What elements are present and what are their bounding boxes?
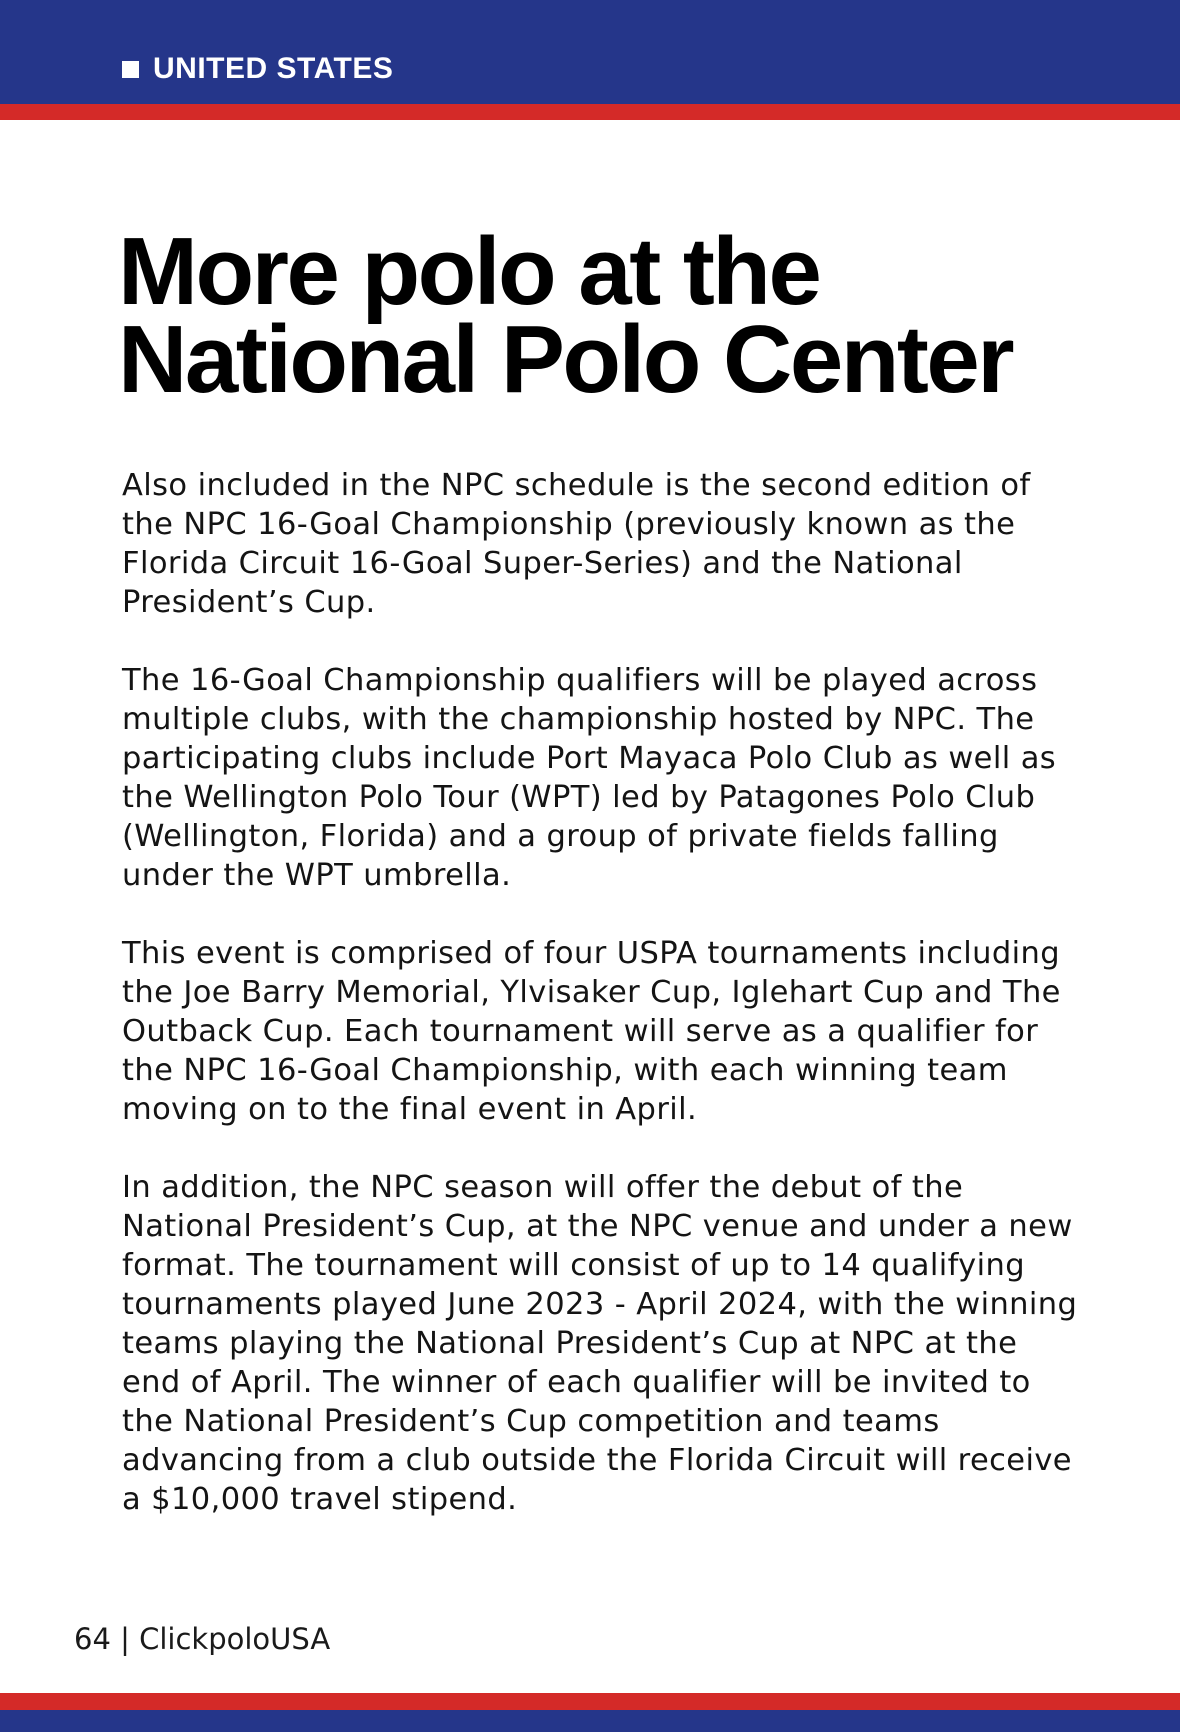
paragraph: In addition, the NPC season will offer the debut of the National President’s Cup, at the NPC venue and under a new format. The tournament will consist of up to 14 qualifying tournaments played June 2023 - April 2024, with the winning teams playing the National President’s Cup at NPC at the end of April. The winner of each qualifier will be invited to the National President’s Cup competition and teams advancing from a club outside the Florida Circuit will receive a $10,000 travel stipend. (122, 1170, 1078, 1517)
square-icon (122, 61, 139, 78)
page-title (118, 218, 1118, 413)
footer-stripe (0, 1693, 1180, 1710)
footer-band (0, 1710, 1180, 1732)
page-footer: 64 | ClickpoloUSA (74, 1622, 331, 1656)
title-line-2: National Polo Center (118, 306, 1013, 413)
header-stripe (0, 104, 1180, 120)
section-label (122, 49, 393, 89)
title-line-1: More polo at the (118, 218, 820, 325)
article-body (122, 466, 1082, 1558)
paragraph: This event is comprised of four USPA tournaments including the Joe Barry Memorial, Ylvisaker Cup, Iglehart Cup and The Outback Cup. Each tournament will serve as a qualifier for the NPC 16-Goal Championship, with each winning team moving on to the final event in April. (122, 936, 1061, 1127)
paragraph: The 16-Goal Championship qualifiers will be played across multiple clubs, with the championship hosted by NPC. The participating clubs include Port Mayaca Polo Club as well as the Wellington Polo Tour (WPT) led by Patagones Polo Club (Wellington, Florida) and a group of private fields falling under the WPT umbrella. (122, 663, 1057, 893)
section-label-text: UNITED STATES (153, 52, 394, 85)
paragraph: Also included in the NPC schedule is the second edition of the NPC 16-Goal Championship (previously known as the Florida Circuit 16-Goal Super-Series) and the National President’s Cup. (122, 468, 1031, 620)
